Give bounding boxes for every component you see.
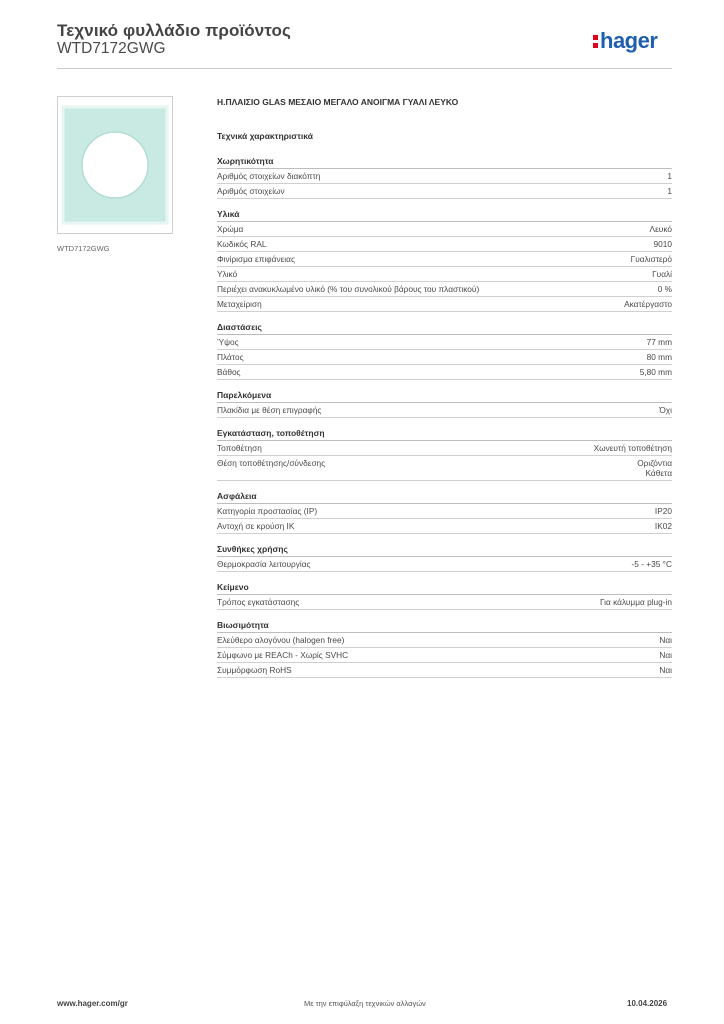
spec-row — [217, 184, 672, 199]
spec-value: Για κάλυμμα plug-in — [599, 597, 672, 607]
spec-label: Μεταχείριση — [217, 299, 262, 309]
specs-heading: Τεχνικά χαρακτηριστικά — [217, 131, 313, 141]
spec-value: Ναι — [659, 665, 672, 675]
spec-label: Υλικό — [217, 269, 238, 279]
footer-website: www.hager.com/gr — [57, 999, 128, 1008]
spec-value: Ακατέργαστο — [624, 299, 672, 309]
spec-label: Θέση τοποθέτησης/σύνδεσης — [217, 458, 326, 468]
hager-logo — [593, 28, 657, 54]
spec-label: Τρόπος εγκατάστασης — [217, 597, 300, 607]
spec-row — [217, 297, 672, 312]
spec-content — [217, 96, 672, 688]
spec-row — [217, 663, 672, 678]
spec-value: Ναι — [659, 635, 672, 645]
spec-value: 5,80 mm — [639, 367, 672, 377]
spec-label: Αριθμός στοιχείων διακόπτη — [217, 171, 321, 181]
spec-label: Συμμόρφωση RoHS — [217, 665, 292, 675]
spec-group-title: Κείμενο — [217, 582, 672, 595]
spec-group — [217, 209, 672, 312]
page-title: Τεχνικό φυλλάδιο προϊόντος — [57, 21, 291, 40]
spec-group-title: Εγκατάσταση, τοποθέτηση — [217, 428, 672, 441]
spec-row — [217, 633, 672, 648]
spec-group — [217, 390, 672, 418]
product-name: Η.ΠΛΑΙΣΙΟ GLAS ΜΕΣΑΙΟ ΜΕΓΑΛΟ ΑΝΟΙΓΜΑ ΓΥΑΛΙ ΛΕΥΚΟ — [217, 97, 459, 107]
spec-row — [217, 267, 672, 282]
spec-label: Σύμφωνο με REACh - Χωρίς SVHC — [217, 650, 349, 660]
spec-group — [217, 491, 672, 534]
spec-row — [217, 282, 672, 297]
spec-value: 1 — [667, 171, 672, 181]
spec-value: Γυαλί — [652, 269, 672, 279]
spec-label: Χρώμα — [217, 224, 244, 234]
spec-value: 1 — [667, 186, 672, 196]
footer-disclaimer: Με την επιφύλαξη τεχνικών αλλαγών — [304, 999, 426, 1008]
spec-label: Κωδικός RAL — [217, 239, 267, 249]
spec-label: Βάθος — [217, 367, 241, 377]
spec-value: Όχι — [659, 405, 672, 415]
spec-row — [217, 557, 672, 572]
spec-value: -5 - +35 °C — [631, 559, 672, 569]
spec-group — [217, 428, 672, 481]
spec-group-title: Ασφάλεια — [217, 491, 672, 504]
spec-group-title: Υλικά — [217, 209, 672, 222]
logo-text: hager — [600, 28, 658, 53]
spec-group-title: Διαστάσεις — [217, 322, 672, 335]
spec-value: IK02 — [654, 521, 672, 531]
spec-row — [217, 237, 672, 252]
spec-label: Περιέχει ανακυκλωμένο υλικό (% του συνολικού βάρους του πλαστικού) — [217, 284, 480, 294]
spec-group-title: Συνθήκες χρήσης — [217, 544, 672, 557]
spec-row — [217, 169, 672, 184]
spec-row — [217, 595, 672, 610]
spec-row — [217, 365, 672, 380]
spec-group — [217, 322, 672, 380]
spec-value: Ναι — [659, 650, 672, 660]
header-divider — [57, 68, 672, 69]
spec-label: Αντοχή σε κρούση IK — [217, 521, 295, 531]
logo-dots-icon — [593, 35, 598, 49]
spec-row — [217, 648, 672, 663]
spec-label: Θερμοκρασία λειτουργίας — [217, 559, 311, 569]
footer-date: 10.04.2026 — [627, 999, 668, 1008]
spec-group-title: Βιωσιμότητα — [217, 620, 672, 633]
spec-label: Αριθμός στοιχείων — [217, 186, 285, 196]
spec-label: Ύψος — [217, 337, 239, 347]
spec-groups — [217, 156, 672, 678]
spec-group — [217, 156, 672, 199]
product-image — [57, 96, 173, 234]
spec-row — [217, 252, 672, 267]
spec-value: IP20 — [654, 506, 672, 516]
spec-group-title: Χωρητικότητα — [217, 156, 672, 169]
spec-value: 77 mm — [646, 337, 672, 347]
glass-frame-single-icon — [58, 97, 172, 233]
spec-label: Τοποθέτηση — [217, 443, 262, 453]
spec-value: 0 % — [657, 284, 672, 294]
spec-row — [217, 350, 672, 365]
spec-label: Πλακίδια με θέση επιγραφής — [217, 405, 322, 415]
spec-row — [217, 403, 672, 418]
spec-label: Φινίρισμα επιφάνειας — [217, 254, 295, 264]
spec-value: Οριζόντια Κάθετα — [637, 458, 672, 478]
spec-group-title: Παρελκόμενα — [217, 390, 672, 403]
spec-row — [217, 456, 672, 481]
spec-value: Χωνευτή τοποθέτηση — [593, 443, 672, 453]
spec-group — [217, 620, 672, 678]
spec-value: 80 mm — [646, 352, 672, 362]
spec-group — [217, 544, 672, 572]
spec-label: Κατηγορία προστασίας (IP) — [217, 506, 318, 516]
spec-label: Πλάτος — [217, 352, 244, 362]
spec-value: Γυαλιστερό — [630, 254, 672, 264]
spec-value: 9010 — [653, 239, 672, 249]
spec-group — [217, 582, 672, 610]
spec-row — [217, 441, 672, 456]
spec-value: Λευκό — [649, 224, 672, 234]
image-caption: WTD7172GWG — [57, 244, 110, 253]
spec-row — [217, 335, 672, 350]
spec-row — [217, 504, 672, 519]
spec-row — [217, 222, 672, 237]
product-code: WTD7172GWG — [57, 40, 166, 57]
spec-row — [217, 519, 672, 534]
spec-label: Ελεύθερο αλογόνου (halogen free) — [217, 635, 345, 645]
